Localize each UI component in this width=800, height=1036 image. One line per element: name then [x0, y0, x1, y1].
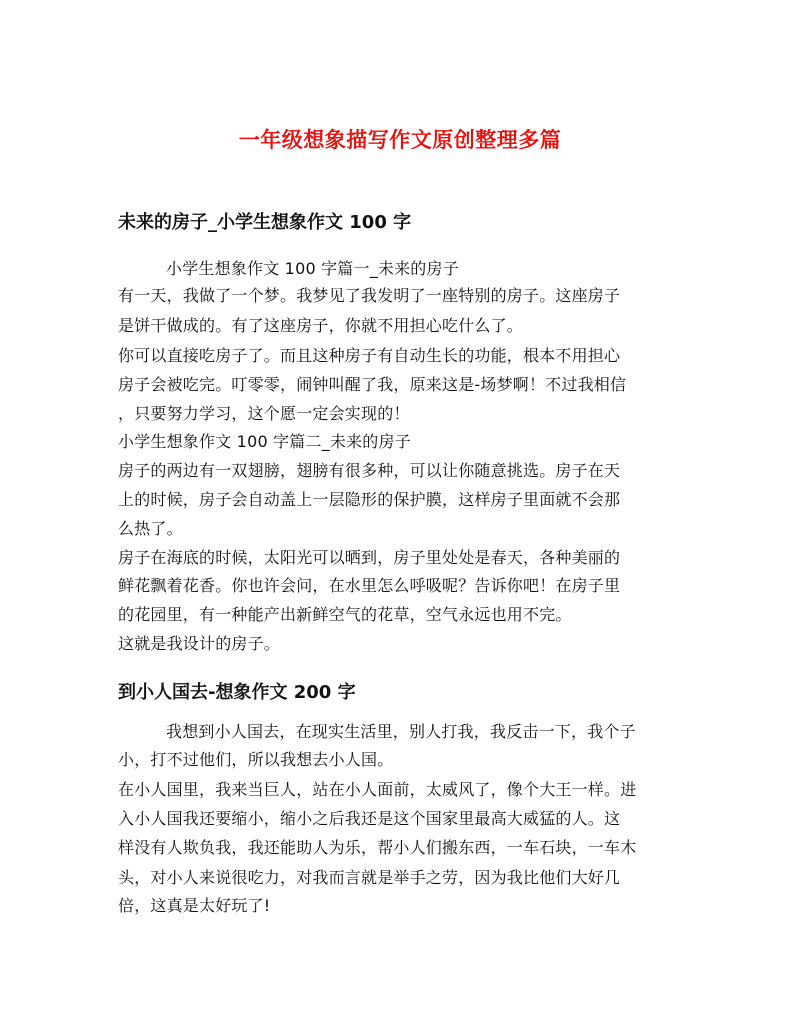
paragraph-line: 鲜花飘着花香。你也许会问，在水里怎么呼吸呢？告诉你吧！在房子里 — [118, 576, 621, 595]
paragraph-line: 样没有人欺负我，我还能助人为乐，帮小人们搬东西，一车石块，一车木 — [118, 838, 637, 857]
section-heading: 到小人国去-想象作文 200 字 — [118, 682, 356, 703]
paragraph-line: 倍，这真是太好玩了! — [118, 896, 271, 915]
paragraph-line: 房子在海底的时候，太阳光可以晒到，房子里处处是春天，各种美丽的 — [118, 548, 621, 567]
paragraph-line: ，只要努力学习，这个愿一定会实现的！ — [118, 404, 410, 423]
subheading-line: 小学生想象作文 100 字篇一_未来的房子 — [166, 259, 459, 278]
paragraph-line: 房子会被吃完。叮零零，闹钟叫醒了我，原来这是-场梦啊！不过我相信 — [118, 375, 627, 394]
paragraph-line: 么热了。 — [118, 519, 183, 538]
paragraph-line: 你可以直接吃房子了。而且这种房子有自动生长的功能，根本不用担心 — [118, 346, 621, 365]
paragraph-line: 是饼干做成的。有了这座房子，你就不用担心吃什么了。 — [118, 316, 524, 335]
paragraph-line: 我想到小人国去，在现实生活里，别人打我，我反击一下，我个子 — [166, 722, 636, 741]
section-heading: 未来的房子_小学生想象作文 100 字 — [118, 212, 412, 233]
paragraph-line: 在小人国里，我来当巨人，站在小人面前，太威风了，像个大王一样。进 — [118, 780, 637, 799]
paragraph-line: 的花园里，有一种能产出新鲜空气的花草，空气永远也用不完。 — [118, 605, 572, 624]
paragraph-line: 入小人国我还要缩小，缩小之后我还是这个国家里最高大威猛的人。这 — [118, 809, 621, 828]
paragraph-line: 上的时候，房子会自动盖上一层隐形的保护膜，这样房子里面就不会那 — [118, 490, 621, 509]
paragraph-line: 头，对小人来说很吃力，对我而言就是举手之劳，因为我比他们大好几 — [118, 868, 621, 887]
paragraph-line: 有一天，我做了一个梦。我梦见了我发明了一座特别的房子。这座房子 — [118, 286, 621, 305]
paragraph-line: 房子的两边有一双翅膀，翅膀有很多种，可以让你随意挑选。房子在天 — [118, 461, 621, 480]
subheading-line: 小学生想象作文 100 字篇二_未来的房子 — [118, 432, 411, 451]
paragraph-line: 小，打不过他们，所以我想去小人国。 — [118, 750, 394, 769]
paragraph-line: 这就是我设计的房子。 — [118, 634, 281, 653]
document-title: 一年级想象描写作文原创整理多篇 — [238, 128, 562, 152]
